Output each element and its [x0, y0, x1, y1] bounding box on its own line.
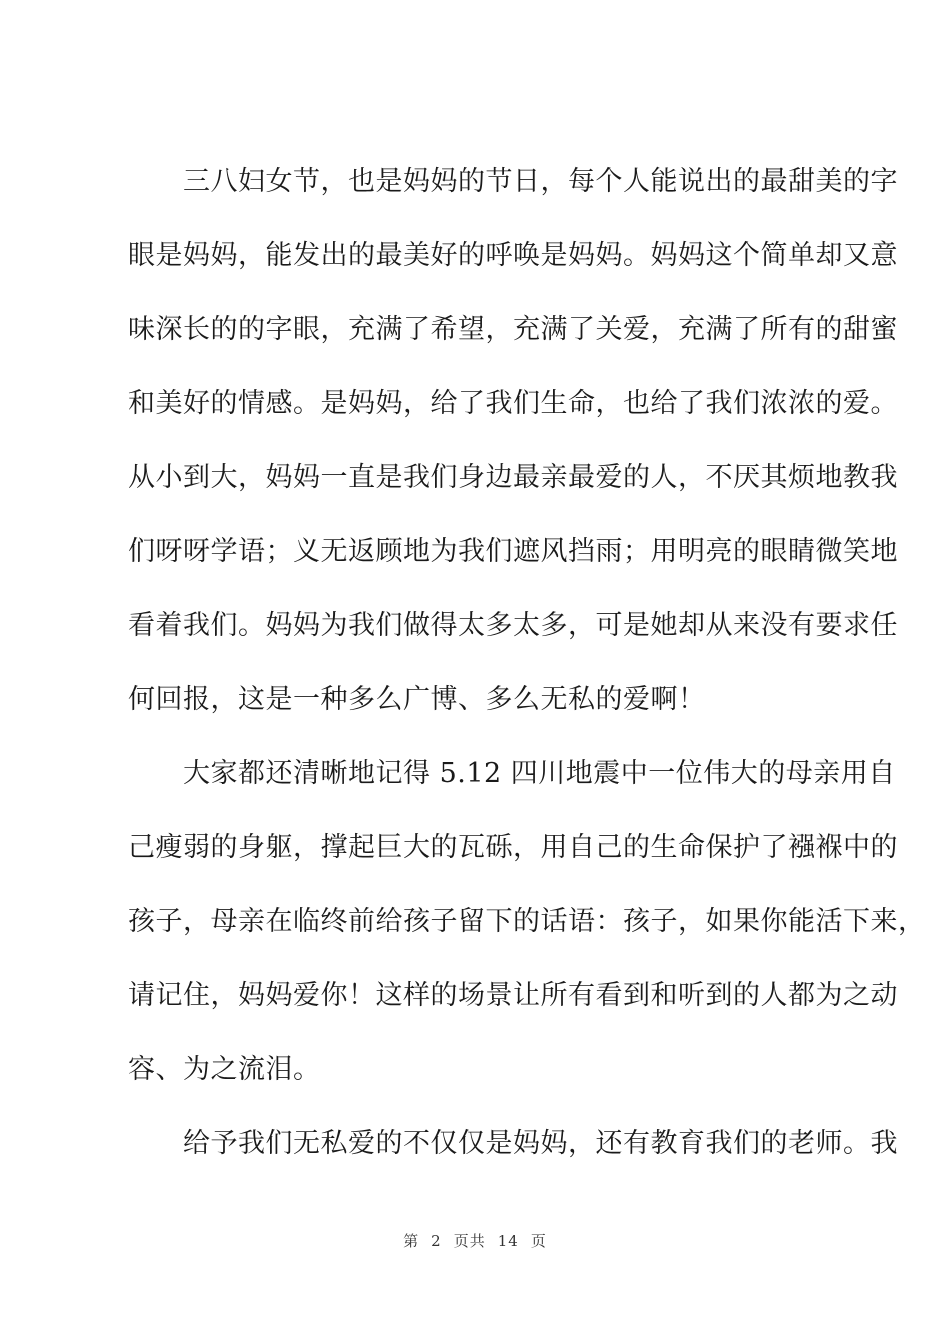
- footer-page-number: 2: [431, 1232, 442, 1250]
- text-line: 请记住，妈妈爱你！这样的场景让所有看到和听到的人都为之动: [128, 980, 898, 1011]
- text-line: 和美好的情感。是妈妈，给了我们生命，也给了我们浓浓的爱。: [128, 388, 898, 419]
- text-line: 大家都还清晰地记得 5.12 四川地震中一位伟大的母亲用自: [128, 758, 896, 789]
- text-line: 己瘦弱的身躯，撑起巨大的瓦砾，用自己的生命保护了襁褓中的: [128, 832, 898, 863]
- footer-total-pages: 14: [497, 1232, 519, 1250]
- text-line: 何回报，这是一种多么广博、多么无私的爱啊！: [128, 684, 706, 715]
- footer-prefix: 第: [403, 1232, 420, 1250]
- text-line: 眼是妈妈，能发出的最美好的呼唤是妈妈。妈妈这个简单却又意: [128, 240, 898, 271]
- text-line: 孩子，母亲在临终前给孩子留下的话语：孩子，如果你能活下来，: [128, 906, 926, 937]
- text-line: 从小到大，妈妈一直是我们身边最亲最爱的人，不厌其烦地教我: [128, 462, 898, 493]
- text-line: 容、为之流泪。: [128, 1054, 321, 1085]
- footer-middle: 页共: [453, 1232, 486, 1250]
- page-footer: [0, 1230, 950, 1251]
- text-line: 看着我们。妈妈为我们做得太多太多，可是她却从来没有要求任: [128, 610, 898, 641]
- text-line: 给予我们无私爱的不仅仅是妈妈，还有教育我们的老师。我: [128, 1128, 898, 1159]
- text-line: 们呀呀学语；义无返顾地为我们遮风挡雨；用明亮的眼睛微笑地: [128, 536, 898, 567]
- text-line: 味深长的的字眼，充满了希望，充满了关爱，充满了所有的甜蜜: [128, 314, 898, 345]
- text-line: 三八妇女节，也是妈妈的节日，每个人能说出的最甜美的字: [128, 166, 898, 197]
- footer-suffix: 页: [530, 1232, 547, 1250]
